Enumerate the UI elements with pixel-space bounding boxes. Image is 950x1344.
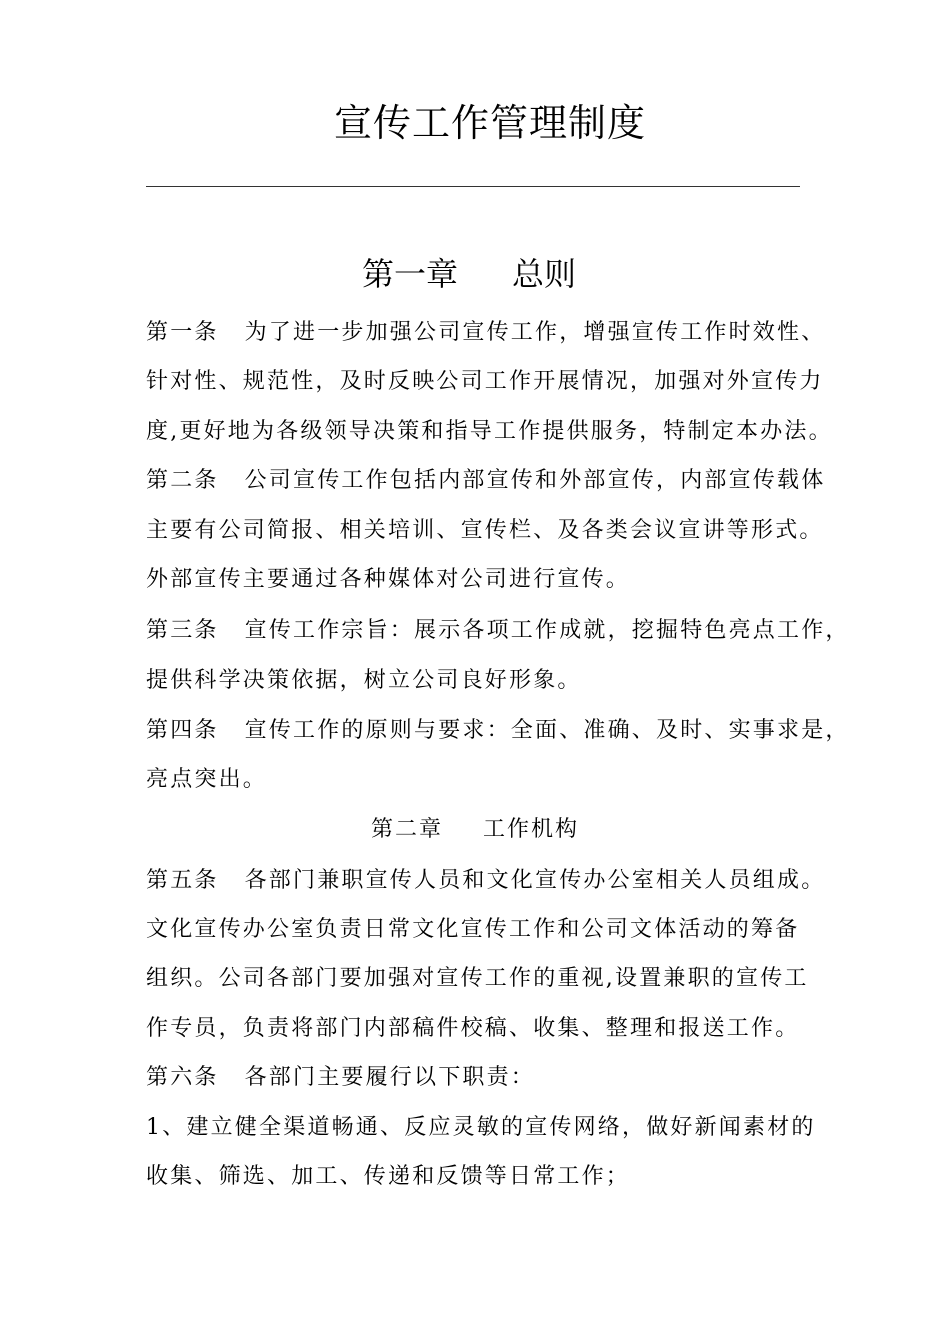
line-text: 为了进一步加强公司宣传工作，增强宣传工作时效性、 (244, 320, 826, 345)
line-text: 各部门主要履行以下职责： (244, 1065, 536, 1090)
line-text: 宣传工作的原则与要求：全面、准确、及时、实事求是， (244, 718, 850, 743)
line-text: 提供科学决策依据，树立公司良好形象。 (146, 668, 582, 693)
line-text: 1、建立健全渠道畅通、反应灵敏的宣传网络，做好新闻素材的 (146, 1115, 816, 1140)
chapter-name: 总则 (512, 255, 577, 293)
line-text: 各部门兼职宣传人员和文化宣传办公室相关人员组成。 (244, 868, 826, 893)
paragraph-line (146, 417, 833, 447)
line-text: 公司宣传工作包括内部宣传和外部宣传，内部宣传载体 (244, 468, 826, 493)
paragraph-line (146, 1162, 814, 1192)
chapter-number: 第二章 (370, 817, 443, 842)
paragraph-line (146, 915, 814, 945)
article-label: 第四条 (146, 718, 219, 743)
paragraph-line (146, 716, 850, 746)
paragraph-line (146, 1113, 814, 1143)
paragraph-line (146, 466, 826, 496)
line-text: 主要有公司简报、相关培训、宣传栏、及各类会议宣讲等形式。 (146, 518, 824, 543)
chapter-number: 第一章 (361, 255, 458, 293)
paragraph-line (146, 516, 824, 546)
line-text: 亮点突出。 (146, 767, 268, 792)
paragraph-line (146, 1014, 814, 1044)
paragraph-line (146, 1063, 814, 1093)
article-label: 第一条 (146, 320, 219, 345)
chapter-name: 工作机构 (483, 817, 580, 842)
document-title: 宣传工作管理制度 (333, 101, 646, 145)
line-text: 针对性、规范性，及时反映公司工作开展情况，加强对外宣传力 (146, 369, 824, 394)
title-underline (146, 186, 800, 187)
line-text: 度,更好地为各级领导决策和指导工作提供服务，特制定本办法。 (146, 419, 833, 444)
line-text: 作专员，负责将部门内部稿件校稿、收集、整理和报送工作。 (146, 1016, 800, 1041)
article-label: 第六条 (146, 1065, 219, 1090)
paragraph-line (146, 866, 826, 896)
line-text: 宣传工作宗旨：展示各项工作成就，挖掘特色亮点工作， (244, 618, 850, 643)
chapter-heading-1 (0, 252, 938, 296)
paragraph-line (146, 565, 814, 595)
chapter-heading-2 (0, 815, 950, 845)
paragraph-line (146, 765, 814, 795)
article-label: 第三条 (146, 618, 219, 643)
paragraph-line (146, 318, 826, 348)
paragraph-line (146, 964, 814, 994)
line-text: 文化宣传办公室负责日常文化宣传工作和公司文体活动的筹备 (146, 917, 800, 942)
article-label: 第二条 (146, 468, 219, 493)
paragraph-line (146, 367, 824, 397)
paragraph-line (146, 666, 814, 696)
article-label: 第五条 (146, 868, 219, 893)
line-text: 组织。公司各部门要加强对宣传工作的重视,设置兼职的宣传工 (146, 966, 809, 991)
line-text: 收集、筛选、加工、传递和反馈等日常工作； (146, 1164, 631, 1189)
line-text: 外部宣传主要通过各种媒体对公司进行宣传。 (146, 567, 631, 592)
paragraph-line (146, 616, 850, 646)
